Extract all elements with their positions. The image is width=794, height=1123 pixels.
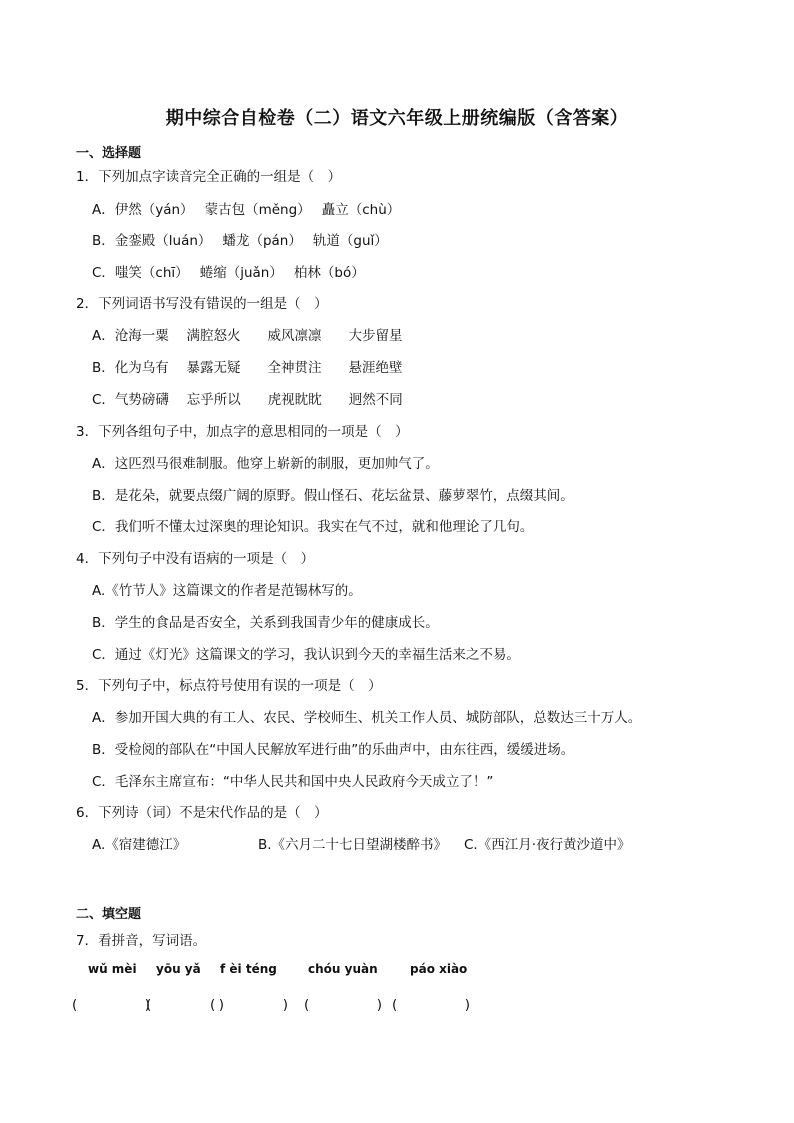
option-3b: B．是花朵，就要点缀广阔的原野。假山怪石、花坛盆景、藤萝翠竹，点缀其间。 [92, 488, 574, 504]
question-2: 2．下列词语书写没有错误的一组是（ ） [76, 296, 328, 312]
answer-blank-2[interactable]: ( ) [146, 997, 225, 1013]
answer-blank-4[interactable]: ( ) [304, 997, 383, 1013]
option-6b: B.《六月二十七日望湖楼醉书》 [258, 837, 448, 853]
question-3: 3．下列各组句子中，加点字的意思相同的一项是（ ） [76, 424, 409, 440]
option-4a: A.《竹节人》这篇课文的作者是范锡林写的。 [92, 583, 362, 599]
answer-blank-5[interactable]: ( ) [392, 997, 471, 1013]
option-1a: A．伊然（yán） 蒙古包（měng） 矗立（chù） [92, 202, 401, 218]
section-heading: 一、选择题 [76, 146, 142, 161]
option-2b: B．化为乌有 暴露无疑 全神贯注 悬涯绝壁 [92, 360, 403, 376]
pinyin-2: yōu yǎ [156, 962, 201, 976]
pinyin-1: wǔ mèi [88, 962, 137, 976]
answer-blank-1[interactable]: ( ) [72, 997, 151, 1013]
option-5b: B．受检阅的部队在“中国人民解放军进行曲”的乐曲声中，由东往西，缓缓进场。 [92, 742, 575, 758]
option-1c: C．嗤笑（chī） 蜷缩（juǎn） 柏林（bó） [92, 265, 365, 281]
option-2a: A．沧海一粟 满腔怒火 威风凛凛 大步留星 [92, 328, 403, 344]
question-5: 5．下列句子中，标点符号使用有误的一项是（ ） [76, 678, 382, 694]
question-7: 7．看拼音，写词语。 [76, 933, 207, 949]
option-4c: C．通过《灯光》这篇课文的学习，我认识到今天的幸福生活来之不易。 [92, 647, 520, 663]
option-3a: A．这匹烈马很难制服。他穿上崭新的制服，更加帅气了。 [92, 456, 439, 472]
pinyin-4: chóu yuàn [308, 962, 378, 976]
option-6a: A.《宿建德江》 [92, 837, 187, 853]
option-6c: C.《西江月·夜行黄沙道中》 [464, 837, 631, 853]
pinyin-5: páo xiào [410, 962, 468, 976]
section-heading: 二、填空题 [76, 907, 142, 922]
question-6: 6．下列诗（词）不是宋代作品的是（ ） [76, 805, 328, 821]
option-1b: B．金銮殿（luán） 蟠龙（pán） 轨道（guǐ） [92, 233, 388, 249]
page-title: 期中综合自检卷（二）语文六年级上册统编版（含答案） [165, 108, 629, 129]
option-2c: C．气势磅礴 忘乎所以 虎视眈眈 迥然不同 [92, 392, 403, 408]
answer-blank-3[interactable]: ( ) [210, 997, 289, 1013]
option-5c: C．毛泽东主席宣布：“中华人民共和国中央人民政府今天成立了！” [92, 774, 494, 790]
question-4: 4．下列句子中没有语病的一项是（ ） [76, 551, 315, 567]
option-3c: C．我们听不懂太过深奥的理论知识。我实在气不过，就和他理论了几句。 [92, 519, 534, 535]
question-1: 1．下列加点字读音完全正确的一组是（ ） [76, 169, 342, 185]
option-5a: A．参加开国大典的有工人、农民、学校师生、机关工作人员、城防部队，总数达三十万人。 [92, 710, 642, 726]
option-4b: B．学生的食品是否安全，关系到我国青少年的健康成长。 [92, 615, 439, 631]
pinyin-3: f èi téng [220, 962, 277, 976]
